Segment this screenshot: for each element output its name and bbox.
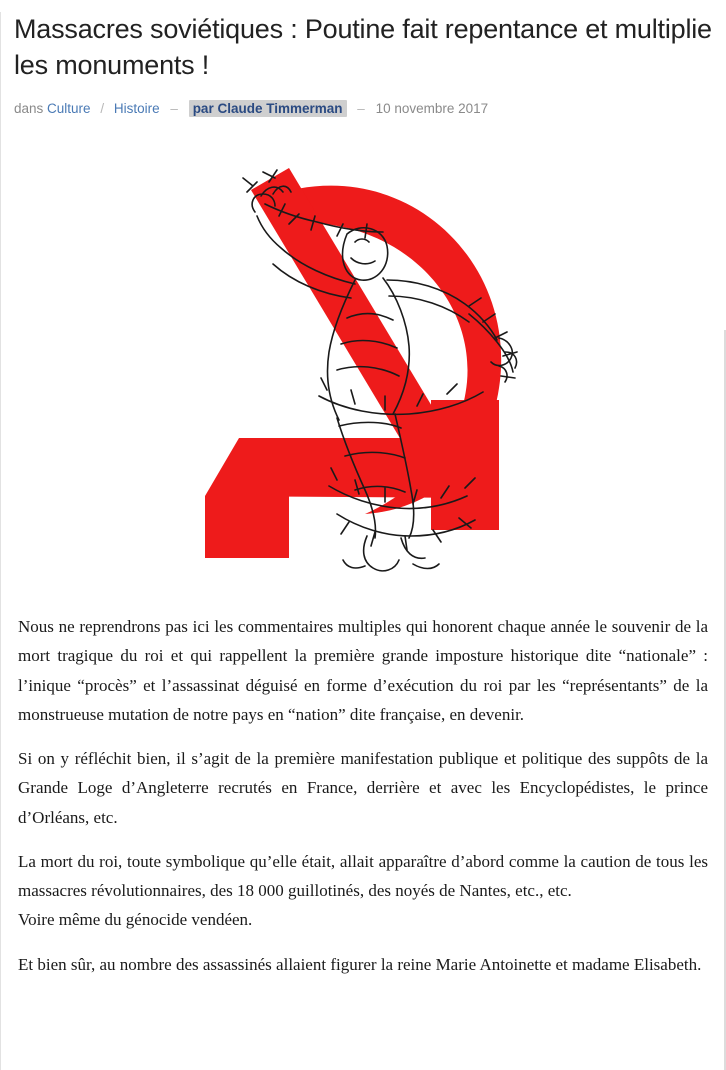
meta-in-label: dans — [14, 101, 44, 117]
publish-date: 10 novembre 2017 — [375, 101, 489, 117]
article-body — [14, 612, 712, 979]
meta-dash-1: – — [170, 101, 178, 117]
paragraph: La mort du roi, toute symbolique qu’elle était, allait apparaître d’abord comme la caution de tous les massacres révolutionnaires, des 18 000 guillotinés, des noyés de Nantes, etc., etc. — [18, 851, 708, 901]
author-name: Claude Timmerman — [217, 101, 343, 117]
article-figure — [14, 138, 712, 586]
paragraph: Et bien sûr, au nombre des assassinés allaient figurer la reine Marie Antoinette et madame Elisabeth. — [18, 954, 702, 974]
article-meta — [14, 101, 712, 116]
hammer-sickle-illustration — [169, 138, 557, 586]
author-byline[interactable] — [189, 100, 347, 117]
page-title: Massacres soviétiques : Poutine fait repentance et multiplie les monuments ! — [14, 14, 712, 80]
by-label: par — [192, 101, 214, 117]
paragraph: Nous ne reprendrons pas ici les commentaires multiples qui honorent chaque année le souvenir de la mort tragique du roi et qui rappellent la première grande imposture historique dite “nationale” : l’inique “procès” et l’assassinat déguisé en forme d’exécution du roi par les “représentants” de la monstrueuse mutation de notre pays en “nation” dite française, en devenir. — [18, 617, 708, 724]
paragraph: Si on y réfléchit bien, il s’agit de la première manifestation publique et politique des suppôts de la Grande Loge d’Angleterre recrutés en France, derrière et avec les Encyclopédistes, le prince d’Orléans, etc. — [18, 749, 708, 827]
figure-image — [169, 138, 557, 586]
category-link-culture[interactable]: Culture — [47, 101, 91, 117]
paragraph: Voire même du génocide vendéen. — [18, 910, 253, 930]
meta-separator: / — [100, 101, 105, 117]
category-link-histoire[interactable]: Histoire — [113, 101, 160, 117]
meta-dash-2: – — [357, 101, 365, 117]
article-page — [0, 12, 726, 1070]
